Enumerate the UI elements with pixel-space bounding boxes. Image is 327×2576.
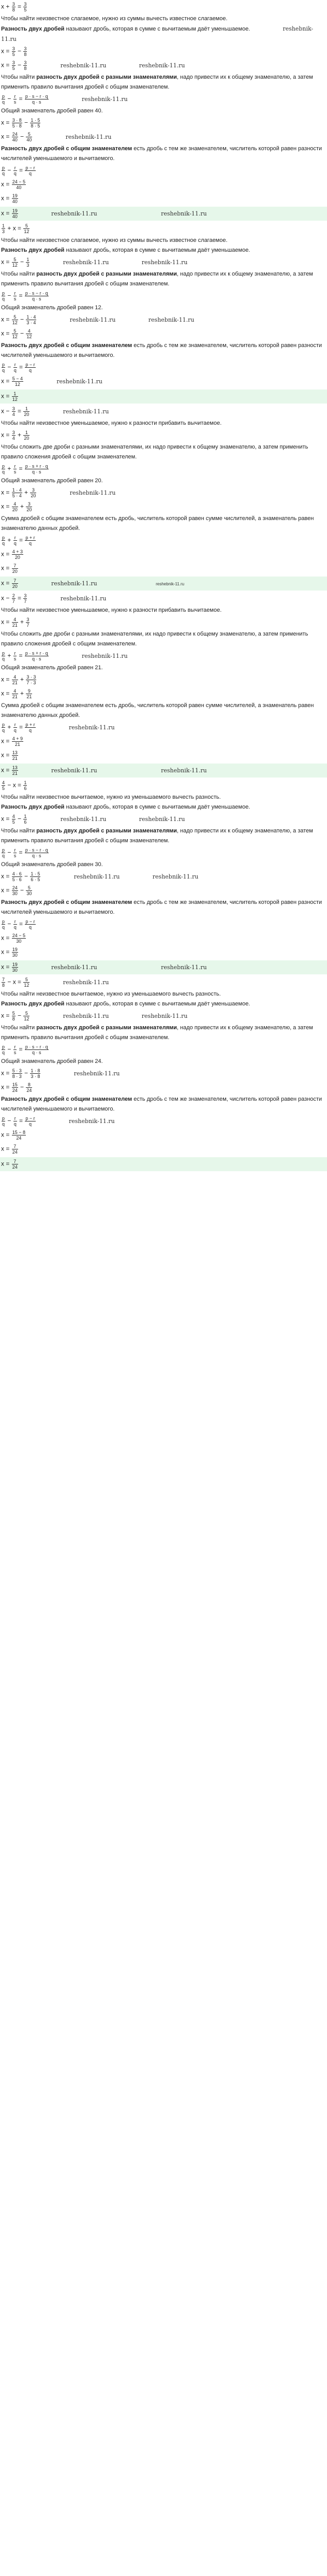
equation-step: x = $\frac{4 + 3}{20}$ bbox=[1, 549, 23, 560]
equation-step: x = $\frac{5 - 4}{12}$ reshebnik-11.ru bbox=[1, 376, 102, 387]
answer-row: x = $\frac{7}{24}$ bbox=[0, 1157, 327, 1171]
rule-find-addend: Чтобы найти неизвестное слагаемое, нужно из суммы вычесть известное слагаемое. bbox=[1, 16, 228, 22]
formula: $\frac{p}{q}$ − $\frac{r}{q}$ = $\frac{p - r}{q}$ bbox=[2, 919, 35, 930]
formula: $\frac{p}{q}$ − $\frac{r}{s}$ = $\frac{p \cdot s - r \cdot q}{q \cdot s}$ reshebnik-11.ru bbox=[2, 94, 128, 105]
answer-row: x = $\frac{19}{40}$ reshebnik-11.ru reshebnik-11.ru bbox=[0, 207, 327, 221]
equation-step: x = $\frac{4 + 9}{21}$ bbox=[1, 736, 23, 747]
common-denominator: Общий знаменатель дробей равен 21. bbox=[1, 665, 103, 671]
equation-step: x = $\frac{13}{21}$ bbox=[1, 750, 18, 761]
common-denominator: Общий знаменатель дробей равен 40. bbox=[1, 108, 103, 114]
rule-sum-method: Чтобы сложить две дроби с разными знаменателями, их надо привести к общему знаменателю, а затем применить правило сложения дробей с общим знаменателем. bbox=[1, 631, 308, 647]
equation-step: x = $\frac{4}{21}$ + $\frac{3 \cdot 3}{7 \cdot 3}$ bbox=[1, 674, 36, 685]
rule-find-minuend: Чтобы найти неизвестное уменьшаемое, нужно к разности прибавить вычитаемое. bbox=[1, 607, 222, 613]
solution-document bbox=[0, 0, 327, 1171]
rule-find-subtrahend: Чтобы найти неизвестное вычитаемое, нужно из уменьшаемого вычесть разность. bbox=[1, 991, 221, 997]
rule-find-addend: Чтобы найти неизвестное слагаемое, нужно из суммы вычесть известное слагаемое. bbox=[1, 237, 228, 243]
common-denominator: Общий знаменатель дробей равен 24. bbox=[1, 1058, 103, 1064]
equation-step: x = $\frac{3 \cdot 8}{5 \cdot 8}$ − $\frac{1 \cdot 5}{8 \cdot 5}$ bbox=[1, 118, 40, 128]
equation-step: x = $\frac{4 \cdot 6}{5 \cdot 6}$ − $\frac{1 \cdot 5}{6 \cdot 5}$ reshebnik-11.ru reshebnik-11.ru bbox=[1, 871, 199, 882]
equation-top: x − $\frac{2}{7}$ = $\frac{3}{7}$ reshebnik-11.ru bbox=[1, 593, 107, 604]
formula: $\frac{p}{q}$ − $\frac{r}{q}$ = $\frac{p - r}{q}$ reshebnik-11.ru bbox=[2, 1116, 115, 1127]
equation-step: x = $\frac{4}{5}$ − $\frac{1}{6}$ reshebnik-11.ru reshebnik-11.ru bbox=[1, 814, 185, 825]
equation-step: x = $\frac{7}{20}$ bbox=[1, 563, 18, 574]
equation-step: x = $\frac{4}{21}$ + $\frac{3}{7}$ bbox=[1, 617, 29, 628]
formula: $\frac{p}{q}$ + $\frac{r}{q}$ = $\frac{p + r}{q}$ bbox=[2, 535, 35, 546]
rule-sum-common: Сумма дробей с общим знаменателем есть дробь, числитель которой равен сумме числителей, а знаменатель равен знаменателю данных дробей. bbox=[1, 702, 314, 718]
rule-diff-method: Чтобы найти разность двух дробей с разными знаменателями, надо привести их к общему знаменателю, а затем применить правило вычитания дробей с общим знаменателем. bbox=[1, 1025, 313, 1041]
rule-common: Разность двух дробей с общим знаменателем есть дробь с тем же знаменателем, числитель которой равен разности числителей уменьшаемого и вычитаемого. bbox=[1, 342, 322, 358]
equation-step: x = $\frac{24}{30}$ − $\frac{5}{30}$ bbox=[1, 885, 32, 896]
equation-step: x = $\frac{4}{20}$ + $\frac{3}{20}$ bbox=[1, 501, 32, 512]
equation-step: x = $\frac{24 - 5}{40}$ bbox=[1, 179, 25, 190]
equation-step: x = $\frac{24}{40}$ − $\frac{5}{40}$ reshebnik-11.ru bbox=[1, 132, 112, 142]
common-denominator: Общий знаменатель дробей равен 20. bbox=[1, 478, 103, 484]
equation-top: $\frac{1}{3}$ + x = $\frac{5}{12}$ bbox=[2, 223, 29, 234]
equation-step: x = $\frac{5 \cdot 3}{8 \cdot 3}$ − $\frac{1 \cdot 8}{3 \cdot 8}$ reshebnik-11.ru bbox=[1, 1068, 120, 1079]
equation-step: x = $\frac{7}{24}$ bbox=[1, 1144, 18, 1155]
equation-step: x = $\frac{19}{40}$ bbox=[1, 193, 18, 204]
common-denominator: Общий знаменатель дробей равен 12. bbox=[1, 305, 103, 311]
equation-step: x = $\frac{4}{21}$ + $\frac{9}{21}$ bbox=[1, 688, 32, 699]
equation-step: x = $\frac{5}{8}$ − $\frac{5}{12}$ reshebnik-11.ru reshebnik-11.ru bbox=[1, 1011, 188, 1021]
equation-step: x = $\frac{5}{12}$ − $\frac{4}{12}$ bbox=[1, 328, 32, 339]
answer-row: x = $\frac{19}{30}$ reshebnik-11.ru reshebnik-11.ru bbox=[0, 960, 327, 974]
equation-step: x = $\frac{5}{12}$ − $\frac{1}{3}$ reshebnik-11.ru reshebnik-11.ru bbox=[1, 257, 188, 268]
equation-step: x = $\frac{1 \cdot 4}{5 \cdot 4}$ + $\frac{3}{20}$ reshebnik-11.ru bbox=[1, 487, 116, 498]
rule-diff-def: Разность двух дробей называют дробь, которая в сумме с вычитаемым даёт уменьшаемое. reshebnik-11.ru bbox=[1, 25, 314, 42]
rule-sum-method: Чтобы сложить две дроби с разными знаменателями, их надо привести к общему знаменателю, а затем применить правило сложения дробей с общим знаменателем. bbox=[1, 444, 308, 460]
equation-step: x = $\frac{24 - 5}{30}$ bbox=[1, 933, 25, 944]
formula: $\frac{p}{q}$ − $\frac{r}{q}$ = $\frac{p - r}{q}$ bbox=[2, 362, 35, 373]
equation-step: x = $\frac{15 - 8}{24}$ bbox=[1, 1130, 25, 1141]
answer-row: x = $\frac{13}{21}$ reshebnik-11.ru reshebnik-11.ru bbox=[0, 764, 327, 778]
rule-common: Разность двух дробей с общим знаменателем есть дробь с тем же знаменателем, числитель которой равен разности числителей уменьшаемого и вычитаемого. bbox=[1, 146, 322, 162]
rule-diff-def: Разность двух дробей называют дробь, которая в сумме с вычитаемым даёт уменьшаемое. bbox=[1, 804, 250, 810]
formula: $\frac{p}{q}$ + $\frac{r}{s}$ = $\frac{p \cdot s + r \cdot q}{q \cdot s}$ bbox=[2, 464, 48, 474]
equation-step: x = $\frac{3}{5}$ − $\frac{3}{8}$ reshebnik-11.ru reshebnik-11.ru bbox=[1, 60, 185, 71]
formula: $\frac{p}{q}$ − $\frac{r}{s}$ = $\frac{p \cdot s - r \cdot q}{q \cdot s}$ bbox=[2, 847, 48, 858]
formula: $\frac{p}{q}$ − $\frac{r}{s}$ = $\frac{p \cdot s - r \cdot q}{q \cdot s}$ bbox=[2, 1044, 48, 1055]
equation-top: x + $\frac{3}{8}$ = $\frac{3}{5}$ bbox=[1, 2, 27, 12]
equation-step: x = $\frac{3}{5}$ − $\frac{3}{8}$ bbox=[1, 46, 27, 57]
equation-top: $\frac{4}{5}$ − x = $\frac{1}{6}$ bbox=[2, 780, 27, 791]
rule-find-minuend: Чтобы найти неизвестное уменьшаемое, нужно к разности прибавить вычитаемое. bbox=[1, 420, 222, 426]
rule-sum-common: Сумма дробей с общим знаменателем есть дробь, числитель которой равен сумме числителей, а знаменатель равен знаменателю данных дробей. bbox=[1, 515, 314, 531]
answer-row: x = $\frac{7}{20}$ reshebnik-11.ru reshebnik-11.ru bbox=[0, 577, 327, 591]
rule-diff-def: Разность двух дробей называют дробь, которая в сумме с вычитаемым даёт уменьшаемое. bbox=[1, 1001, 250, 1007]
formula: $\frac{p}{q}$ + $\frac{r}{q}$ = $\frac{p + r}{q}$ reshebnik-11.ru bbox=[2, 722, 115, 733]
equation-step: x = $\frac{3}{4}$ + $\frac{1}{20}$ bbox=[1, 430, 29, 441]
answer-row: x = $\frac{1}{12}$ bbox=[0, 390, 327, 404]
rule-common: Разность двух дробей с общим знаменателем есть дробь с тем же знаменателем, числитель которой равен разности числителей уменьшаемого и вычитаемого. bbox=[1, 899, 322, 915]
rule-diff-def: Разность двух дробей называют дробь, которая в сумме с вычитаемым даёт уменьшаемое. bbox=[1, 247, 250, 253]
formula: $\frac{p}{q}$ − $\frac{r}{q}$ = $\frac{p - r}{q}$ bbox=[2, 165, 35, 176]
rule-find-subtrahend: Чтобы найти неизвестное вычитаемое, нужно из уменьшаемого вычесть разность. bbox=[1, 794, 221, 800]
rule-common: Разность двух дробей с общим знаменателем есть дробь с тем же знаменателем, числитель которой равен разности числителей уменьшаемого и вычитаемого. bbox=[1, 1096, 322, 1112]
formula: $\frac{p}{q}$ − $\frac{r}{s}$ = $\frac{p \cdot s - r \cdot q}{q \cdot s}$ bbox=[2, 291, 48, 301]
rule-diff-method: Чтобы найти разность двух дробей с разными знаменателями, надо привести их к общему знаменателю, а затем применить правило вычитания дробей с общим знаменателем. bbox=[1, 74, 313, 90]
common-denominator: Общий знаменатель дробей равен 30. bbox=[1, 861, 103, 868]
equation-step: x = $\frac{15}{24}$ − $\frac{8}{24}$ bbox=[1, 1082, 32, 1093]
formula: $\frac{p}{q}$ + $\frac{r}{s}$ = $\frac{p \cdot s + r \cdot q}{q \cdot s}$ reshebnik-11.ru bbox=[2, 651, 128, 661]
equation-top: $\frac{7}{8}$ − x = $\frac{5}{12}$ reshebnik-11.ru bbox=[2, 977, 109, 988]
equation-step: x = $\frac{5}{12}$ − $\frac{1 \cdot 4}{3 \cdot 4}$ reshebnik-11.ru reshebnik-11.ru bbox=[1, 314, 195, 325]
rule-diff-method: Чтобы найти разность двух дробей с разными знаменателями, надо привести их к общему знаменателю, а затем применить правило вычитания дробей с общим знаменателем. bbox=[1, 828, 313, 844]
equation-top: x − $\frac{3}{4}$ = $\frac{1}{20}$ reshebnik-11.ru bbox=[1, 406, 109, 417]
equation-step: x = $\frac{19}{30}$ bbox=[1, 947, 18, 958]
rule-diff-method: Чтобы найти разность двух дробей с разными знаменателями, надо привести их к общему знаменателю, а затем применить правило вычитания дробей с общим знаменателем. bbox=[1, 271, 313, 287]
